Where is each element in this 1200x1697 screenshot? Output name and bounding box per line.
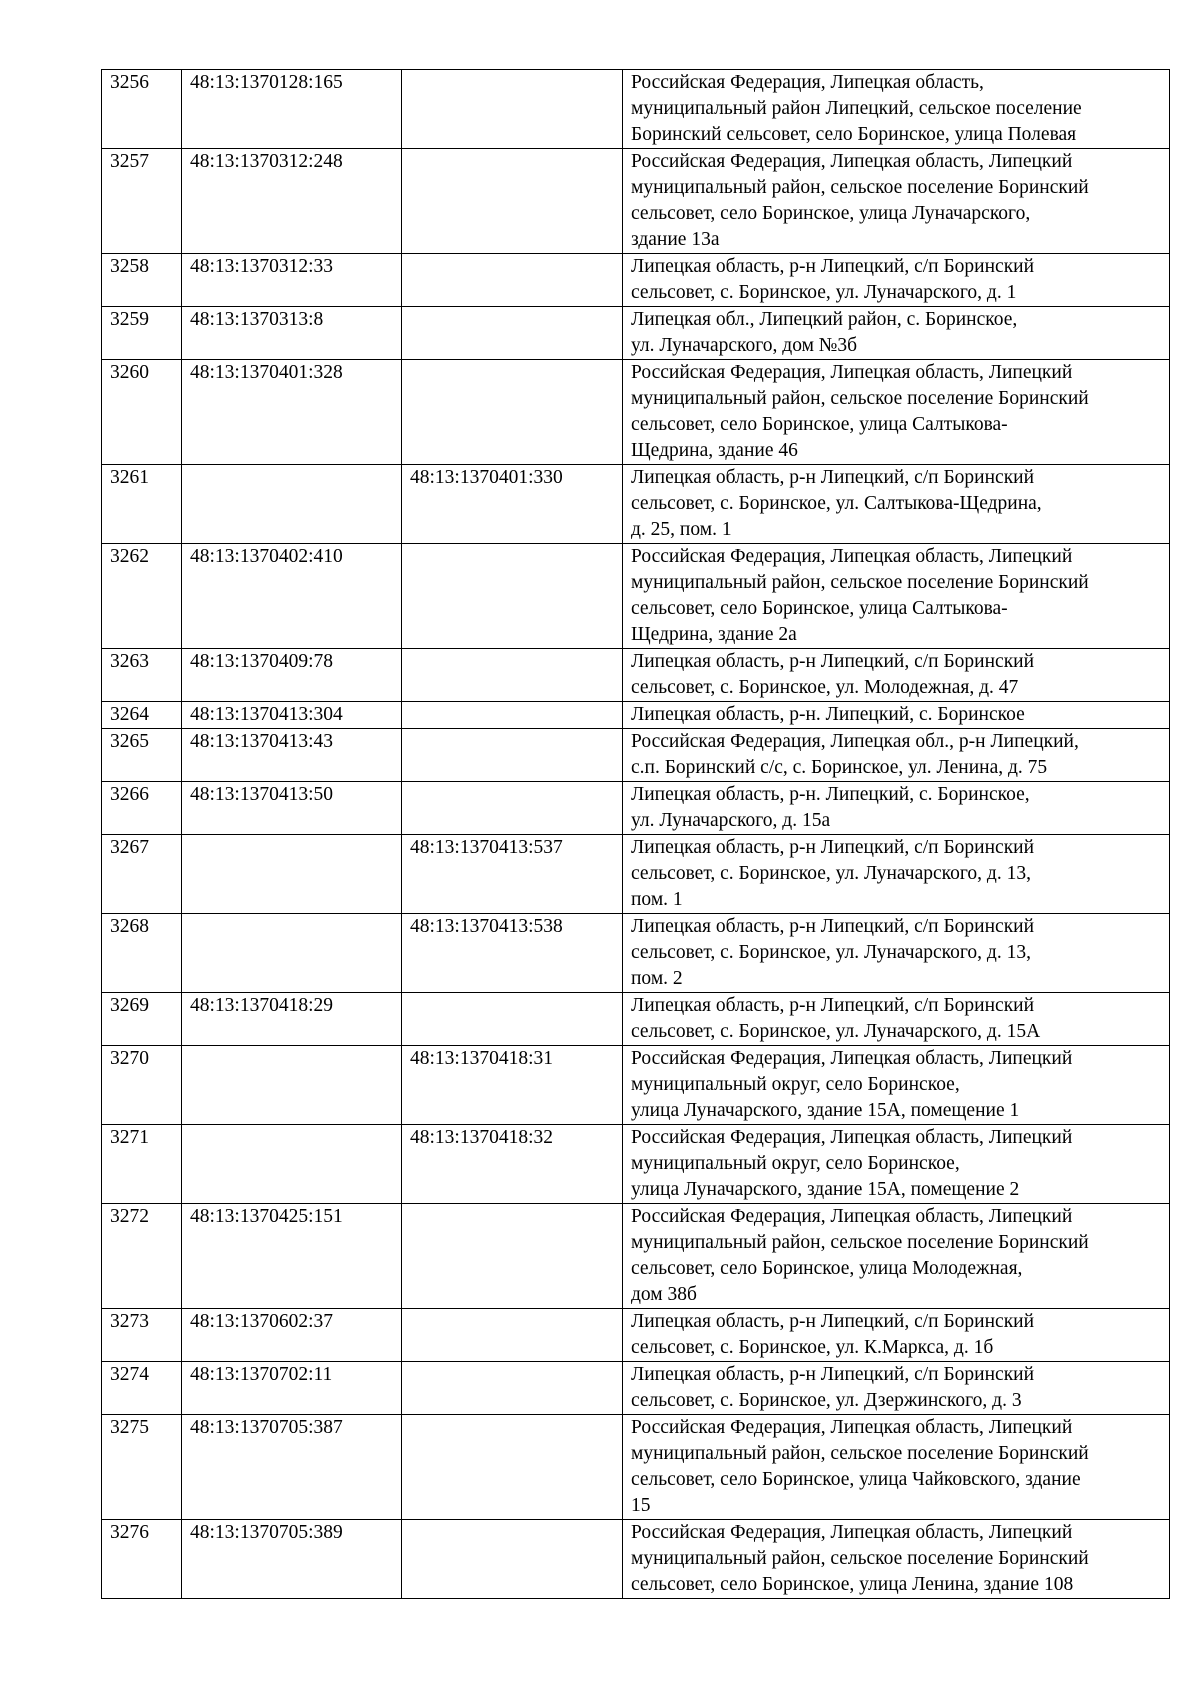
address-cell: Липецкая обл., Липецкий район, с. Боринское, ул. Луначарского, дом №3б bbox=[623, 307, 1170, 360]
premises-cadastral-number-cell bbox=[402, 702, 623, 729]
row-number-cell: 3263 bbox=[102, 649, 182, 702]
address-cell: Липецкая область, р-н Липецкий, с/п Боринский сельсовет, с. Боринское, ул. Луначарского, д. 13, пом. 1 bbox=[623, 835, 1170, 914]
cadastral-number-cell bbox=[182, 835, 402, 914]
row-number-cell: 3261 bbox=[102, 465, 182, 544]
table-row bbox=[102, 1125, 1170, 1204]
table-row bbox=[102, 1415, 1170, 1520]
cadastral-number-cell: 48:13:1370413:304 bbox=[182, 702, 402, 729]
table-row bbox=[102, 1204, 1170, 1309]
cadastral-number-cell: 48:13:1370705:389 bbox=[182, 1520, 402, 1599]
address-cell: Липецкая область, р-н Липецкий, с/п Боринский сельсовет, с. Боринское, ул. Луначарского, д. 13, пом. 2 bbox=[623, 914, 1170, 993]
premises-cadastral-number-cell bbox=[402, 544, 623, 649]
premises-cadastral-number-cell bbox=[402, 1362, 623, 1415]
row-number-cell: 3275 bbox=[102, 1415, 182, 1520]
cadastral-number-cell: 48:13:1370413:43 bbox=[182, 729, 402, 782]
premises-cadastral-number-cell bbox=[402, 1520, 623, 1599]
address-cell: Российская Федерация, Липецкая область, Липецкий муниципальный округ, село Боринское, улица Луначарского, здание 15А, помещение 2 bbox=[623, 1125, 1170, 1204]
premises-cadastral-number-cell bbox=[402, 1415, 623, 1520]
row-number-cell: 3267 bbox=[102, 835, 182, 914]
table-row bbox=[102, 914, 1170, 993]
address-cell: Липецкая область, р-н. Липецкий, с. Боринское bbox=[623, 702, 1170, 729]
address-cell: Российская Федерация, Липецкая область, Липецкий муниципальный район, сельское поселение Боринский сельсовет, село Боринское, улица Молодежная, дом 38б bbox=[623, 1204, 1170, 1309]
cadastral-number-cell: 48:13:1370705:387 bbox=[182, 1415, 402, 1520]
table-row bbox=[102, 649, 1170, 702]
table-row bbox=[102, 307, 1170, 360]
cadastral-number-cell: 48:13:1370602:37 bbox=[182, 1309, 402, 1362]
cadastral-number-cell bbox=[182, 465, 402, 544]
row-number-cell: 3257 bbox=[102, 149, 182, 254]
cadastral-number-cell: 48:13:1370402:410 bbox=[182, 544, 402, 649]
premises-cadastral-number-cell bbox=[402, 649, 623, 702]
table-row bbox=[102, 1046, 1170, 1125]
premises-cadastral-number-cell: 48:13:1370418:31 bbox=[402, 1046, 623, 1125]
address-cell: Российская Федерация, Липецкая область, муниципальный район Липецкий, сельское поселение Боринский сельсовет, село Боринское, улица Полевая bbox=[623, 70, 1170, 149]
row-number-cell: 3264 bbox=[102, 702, 182, 729]
row-number-cell: 3269 bbox=[102, 993, 182, 1046]
row-number-cell: 3272 bbox=[102, 1204, 182, 1309]
premises-cadastral-number-cell: 48:13:1370413:538 bbox=[402, 914, 623, 993]
row-number-cell: 3262 bbox=[102, 544, 182, 649]
table-row bbox=[102, 465, 1170, 544]
table-row bbox=[102, 702, 1170, 729]
address-cell: Липецкая область, р-н Липецкий, с/п Боринский сельсовет, с. Боринское, ул. Луначарского, д. 15А bbox=[623, 993, 1170, 1046]
table-row bbox=[102, 149, 1170, 254]
row-number-cell: 3268 bbox=[102, 914, 182, 993]
address-cell: Липецкая область, р-н. Липецкий, с. Боринское, ул. Луначарского, д. 15а bbox=[623, 782, 1170, 835]
cadastral-number-cell: 48:13:1370409:78 bbox=[182, 649, 402, 702]
address-cell: Липецкая область, р-н Липецкий, с/п Боринский сельсовет, с. Боринское, ул. Луначарского, д. 1 bbox=[623, 254, 1170, 307]
cadastral-number-cell: 48:13:1370413:50 bbox=[182, 782, 402, 835]
cadastral-number-cell: 48:13:1370702:11 bbox=[182, 1362, 402, 1415]
table-row bbox=[102, 835, 1170, 914]
cadastral-number-cell: 48:13:1370128:165 bbox=[182, 70, 402, 149]
address-cell: Липецкая область, р-н Липецкий, с/п Боринский сельсовет, с. Боринское, ул. Салтыкова-Щедрина, д. 25, пом. 1 bbox=[623, 465, 1170, 544]
table-row bbox=[102, 1520, 1170, 1599]
premises-cadastral-number-cell: 48:13:1370418:32 bbox=[402, 1125, 623, 1204]
premises-cadastral-number-cell bbox=[402, 729, 623, 782]
address-cell: Российская Федерация, Липецкая область, Липецкий муниципальный район, сельское поселение Боринский сельсовет, село Боринское, улица Ленина, здание 108 bbox=[623, 1520, 1170, 1599]
premises-cadastral-number-cell bbox=[402, 782, 623, 835]
address-cell: Российская Федерация, Липецкая область, Липецкий муниципальный округ, село Боринское, улица Луначарского, здание 15А, помещение 1 bbox=[623, 1046, 1170, 1125]
premises-cadastral-number-cell: 48:13:1370401:330 bbox=[402, 465, 623, 544]
table-row bbox=[102, 782, 1170, 835]
table-row bbox=[102, 993, 1170, 1046]
cadastral-number-cell: 48:13:1370312:33 bbox=[182, 254, 402, 307]
premises-cadastral-number-cell bbox=[402, 1204, 623, 1309]
row-number-cell: 3258 bbox=[102, 254, 182, 307]
cadastral-number-cell: 48:13:1370312:248 bbox=[182, 149, 402, 254]
address-cell: Российская Федерация, Липецкая обл., р-н Липецкий, с.п. Боринский с/с, с. Боринское, ул. Ленина, д. 75 bbox=[623, 729, 1170, 782]
premises-cadastral-number-cell bbox=[402, 70, 623, 149]
cadastral-number-cell bbox=[182, 914, 402, 993]
cadastral-number-cell: 48:13:1370418:29 bbox=[182, 993, 402, 1046]
premises-cadastral-number-cell: 48:13:1370413:537 bbox=[402, 835, 623, 914]
table-row bbox=[102, 544, 1170, 649]
premises-cadastral-number-cell bbox=[402, 1309, 623, 1362]
address-cell: Российская Федерация, Липецкая область, Липецкий муниципальный район, сельское поселение Боринский сельсовет, село Боринское, улица Луначарского, здание 13а bbox=[623, 149, 1170, 254]
cadastral-number-cell: 48:13:1370313:8 bbox=[182, 307, 402, 360]
row-number-cell: 3260 bbox=[102, 360, 182, 465]
table-row bbox=[102, 729, 1170, 782]
row-number-cell: 3256 bbox=[102, 70, 182, 149]
row-number-cell: 3266 bbox=[102, 782, 182, 835]
table-row bbox=[102, 254, 1170, 307]
premises-cadastral-number-cell bbox=[402, 360, 623, 465]
address-cell: Российская Федерация, Липецкая область, Липецкий муниципальный район, сельское поселение Боринский сельсовет, село Боринское, улица Салтыкова- Щедрина, здание 46 bbox=[623, 360, 1170, 465]
cadastral-number-cell bbox=[182, 1046, 402, 1125]
table-row bbox=[102, 70, 1170, 149]
table-row bbox=[102, 360, 1170, 465]
address-cell: Липецкая область, р-н Липецкий, с/п Боринский сельсовет, с. Боринское, ул. Молодежная, д. 47 bbox=[623, 649, 1170, 702]
address-cell: Российская Федерация, Липецкая область, Липецкий муниципальный район, сельское поселение Боринский сельсовет, село Боринское, улица Чайковского, здание 15 bbox=[623, 1415, 1170, 1520]
address-cell: Липецкая область, р-н Липецкий, с/п Боринский сельсовет, с. Боринское, ул. К.Маркса, д. 1б bbox=[623, 1309, 1170, 1362]
row-number-cell: 3270 bbox=[102, 1046, 182, 1125]
table-row bbox=[102, 1309, 1170, 1362]
premises-cadastral-number-cell bbox=[402, 149, 623, 254]
cadastral-number-cell: 48:13:1370401:328 bbox=[182, 360, 402, 465]
row-number-cell: 3274 bbox=[102, 1362, 182, 1415]
address-cell: Липецкая область, р-н Липецкий, с/п Боринский сельсовет, с. Боринское, ул. Дзержинского, д. 3 bbox=[623, 1362, 1170, 1415]
address-cell: Российская Федерация, Липецкая область, Липецкий муниципальный район, сельское поселение Боринский сельсовет, село Боринское, улица Салтыкова- Щедрина, здание 2а bbox=[623, 544, 1170, 649]
table-row bbox=[102, 1362, 1170, 1415]
registry-table bbox=[101, 69, 1170, 1599]
row-number-cell: 3259 bbox=[102, 307, 182, 360]
cadastral-number-cell: 48:13:1370425:151 bbox=[182, 1204, 402, 1309]
row-number-cell: 3271 bbox=[102, 1125, 182, 1204]
premises-cadastral-number-cell bbox=[402, 254, 623, 307]
cadastral-number-cell bbox=[182, 1125, 402, 1204]
registry-table-body bbox=[102, 70, 1170, 1599]
premises-cadastral-number-cell bbox=[402, 307, 623, 360]
row-number-cell: 3265 bbox=[102, 729, 182, 782]
row-number-cell: 3276 bbox=[102, 1520, 182, 1599]
premises-cadastral-number-cell bbox=[402, 993, 623, 1046]
row-number-cell: 3273 bbox=[102, 1309, 182, 1362]
